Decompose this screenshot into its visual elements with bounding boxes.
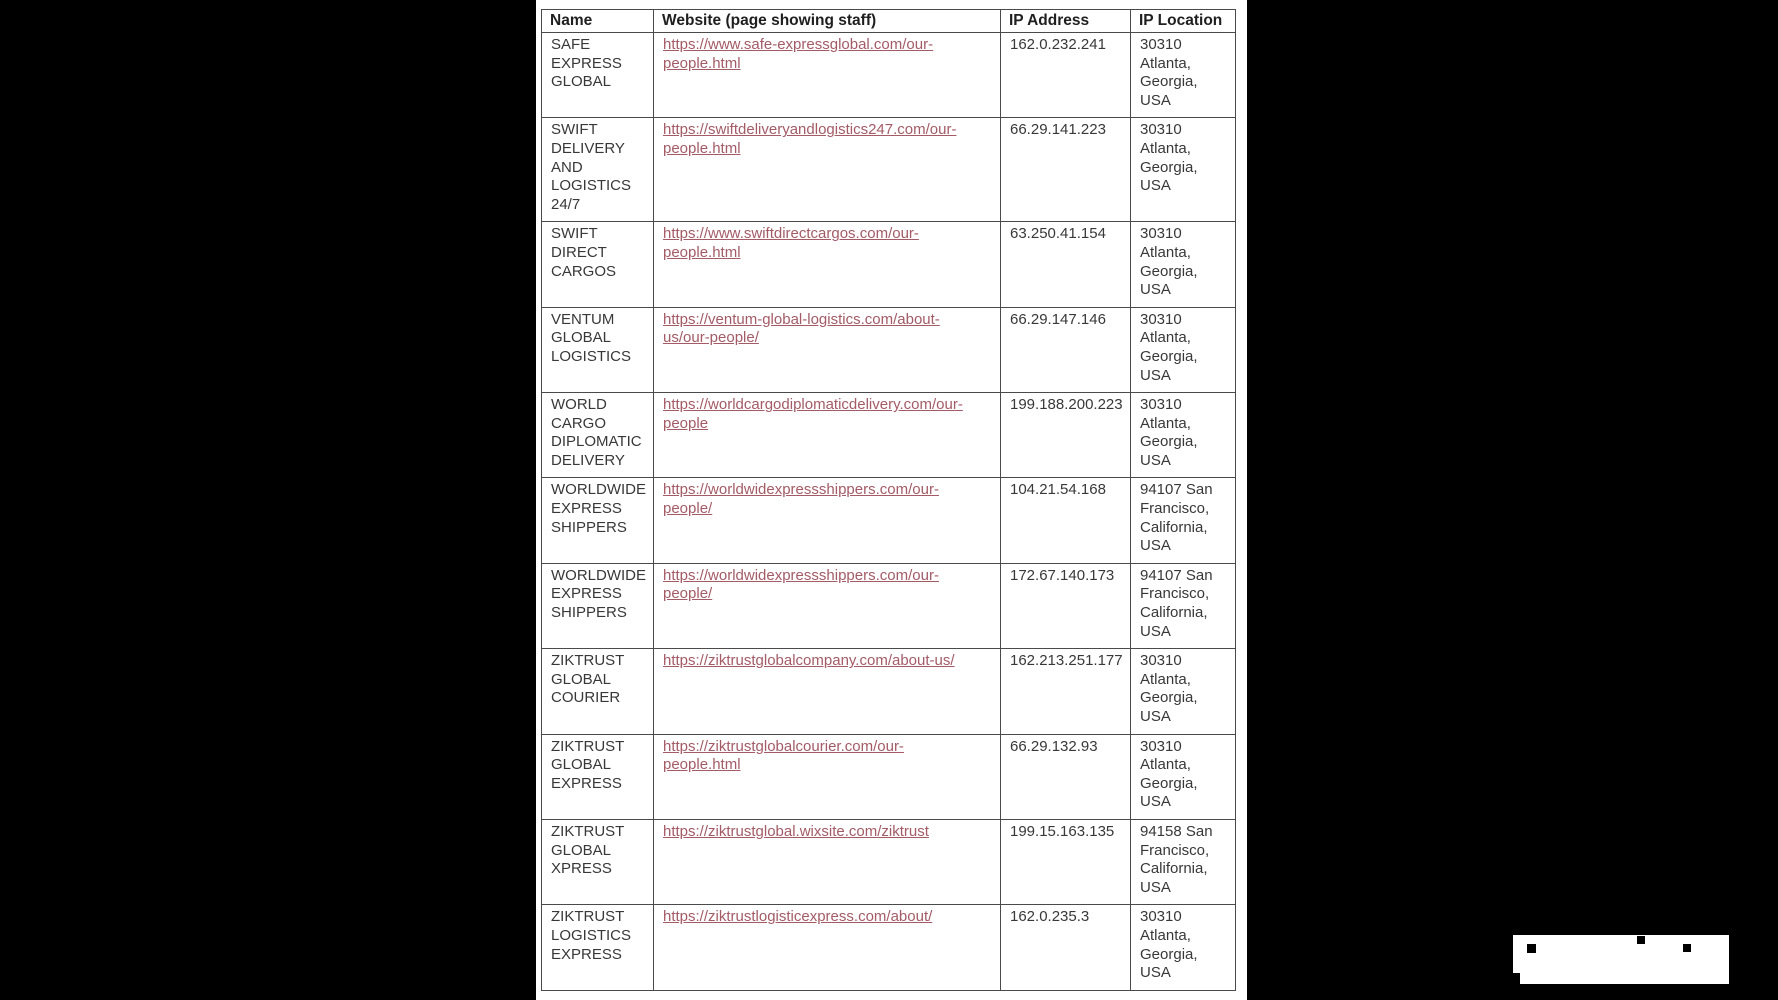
redaction-box xyxy=(1513,935,1729,984)
table-row xyxy=(542,905,1236,990)
text-line: Georgia, xyxy=(1140,347,1198,365)
text-line: https://ziktrustlogisticexpress.com/about/ xyxy=(663,908,933,926)
text-line: USA xyxy=(1140,964,1171,982)
document-page xyxy=(536,0,1247,1000)
text-line: California, xyxy=(1140,604,1208,622)
name-cell: SAFE EXPRESS GLOBAL xyxy=(542,33,654,118)
text-line: people/ xyxy=(663,585,713,603)
text-line: people.html xyxy=(663,54,741,72)
website-cell xyxy=(654,905,1001,990)
website-cell xyxy=(654,649,1001,734)
website-cell xyxy=(654,393,1001,478)
text-line: 30310 xyxy=(1140,396,1182,414)
name-cell: ZIKTRUST LOGISTICS EXPRESS xyxy=(542,905,654,990)
website-link[interactable] xyxy=(663,396,994,433)
table-row xyxy=(542,33,1236,118)
table-row xyxy=(542,734,1236,819)
text-line: Francisco, xyxy=(1140,500,1210,518)
column-header-name: Name xyxy=(542,10,654,33)
text-line: people.html xyxy=(663,756,741,774)
ip-address-cell: 172.67.140.173 xyxy=(1001,563,1131,648)
text-line: Atlanta, xyxy=(1140,414,1191,432)
ip-address-cell: 104.21.54.168 xyxy=(1001,478,1131,563)
text-line: Atlanta, xyxy=(1140,670,1191,688)
table-row xyxy=(542,222,1236,307)
ip-address-cell: 162.0.232.241 xyxy=(1001,33,1131,118)
text-line: USA xyxy=(1140,708,1171,725)
website-link[interactable] xyxy=(663,908,994,927)
text-line: California, xyxy=(1140,518,1208,536)
table-row xyxy=(542,393,1236,478)
ip-location-cell xyxy=(1131,819,1236,904)
text-line: 94158 San xyxy=(1140,822,1213,840)
text-line: https://ziktrustglobalcourier.com/our- xyxy=(663,737,904,755)
name-cell: SWIFT DIRECT CARGOS xyxy=(542,222,654,307)
ip-address-cell: 162.213.251.177 xyxy=(1001,649,1131,734)
name-cell: ZIKTRUST GLOBAL COURIER xyxy=(542,649,654,734)
ip-address-cell: 162.0.235.3 xyxy=(1001,905,1131,990)
column-header-website: Website (page showing staff) xyxy=(654,10,1001,33)
ip-location-cell xyxy=(1131,307,1236,392)
text-line: us/our-people/ xyxy=(663,329,759,347)
ip-address-cell: 66.29.132.93 xyxy=(1001,734,1131,819)
name-cell: WORLD CARGO DIPLOMATIC DELIVERY xyxy=(542,393,654,478)
text-line: USA xyxy=(1140,281,1171,299)
website-link[interactable] xyxy=(663,311,994,348)
text-line: 30310 xyxy=(1140,36,1182,53)
ip-address-cell: 199.15.163.135 xyxy=(1001,819,1131,904)
text-line: https://ventum-global-logistics.com/about- xyxy=(663,310,940,328)
text-line: California, xyxy=(1140,860,1208,878)
text-line: Francisco, xyxy=(1140,585,1210,603)
website-cell xyxy=(654,734,1001,819)
text-line: USA xyxy=(1140,91,1171,109)
table-row xyxy=(542,118,1236,222)
text-line: people.html xyxy=(663,139,741,157)
text-line: Georgia, xyxy=(1140,158,1198,176)
text-line: Francisco, xyxy=(1140,841,1210,859)
table-row xyxy=(542,478,1236,563)
text-line: Atlanta, xyxy=(1140,926,1191,944)
text-line: Georgia, xyxy=(1140,774,1198,792)
website-cell xyxy=(654,478,1001,563)
website-link[interactable] xyxy=(663,567,994,604)
text-line: people/ xyxy=(663,500,713,518)
text-line: https://ziktrustglobal.wixsite.com/ziktrust xyxy=(663,822,929,840)
website-link[interactable] xyxy=(663,652,994,671)
text-line: https://www.safe-expressglobal.com/our- xyxy=(663,36,934,53)
ip-address-cell: 66.29.141.223 xyxy=(1001,118,1131,222)
table-row xyxy=(542,649,1236,734)
text-line: USA xyxy=(1140,366,1171,384)
name-cell: VENTUM GLOBAL LOGISTICS xyxy=(542,307,654,392)
text-line: Georgia, xyxy=(1140,262,1198,280)
redaction-mark xyxy=(1513,973,1520,984)
redaction-mark xyxy=(1683,944,1691,952)
text-line: 30310 xyxy=(1140,737,1182,755)
ip-address-cell: 199.188.200.223 xyxy=(1001,393,1131,478)
text-line: https://worldwidexpressshippers.com/our- xyxy=(663,481,939,499)
text-line: https://worldcargodiplomaticdelivery.com/our- xyxy=(663,396,963,414)
ip-address-cell: 66.29.147.146 xyxy=(1001,307,1131,392)
text-line: USA xyxy=(1140,878,1171,896)
ip-address-cell: 63.250.41.154 xyxy=(1001,222,1131,307)
ip-location-cell xyxy=(1131,33,1236,118)
website-cell xyxy=(654,33,1001,118)
text-line: Atlanta, xyxy=(1140,756,1191,774)
text-line: Atlanta, xyxy=(1140,139,1191,157)
name-cell: WORLDWIDE EXPRESS SHIPPERS xyxy=(542,563,654,648)
website-link[interactable] xyxy=(663,121,994,158)
text-line: 30310 xyxy=(1140,908,1182,926)
table-body xyxy=(542,33,1236,991)
website-link[interactable] xyxy=(663,481,994,518)
website-cell xyxy=(654,819,1001,904)
table-row xyxy=(542,307,1236,392)
text-line: USA xyxy=(1140,793,1171,811)
website-cell xyxy=(654,307,1001,392)
text-line: https://worldwidexpressshippers.com/our- xyxy=(663,566,939,584)
text-line: Georgia, xyxy=(1140,689,1198,707)
ip-location-cell xyxy=(1131,734,1236,819)
text-line: Atlanta, xyxy=(1140,54,1191,72)
text-line: 30310 xyxy=(1140,310,1182,328)
text-line: USA xyxy=(1140,451,1171,469)
website-cell xyxy=(654,563,1001,648)
website-cell xyxy=(654,222,1001,307)
text-line: 30310 xyxy=(1140,121,1182,139)
website-link[interactable] xyxy=(663,225,994,262)
column-header-ip-address: IP Address xyxy=(1001,10,1131,33)
redaction-mark xyxy=(1637,936,1645,944)
ip-location-cell xyxy=(1131,393,1236,478)
text-line: https://ziktrustglobalcompany.com/about-us/ xyxy=(663,652,955,670)
name-cell: WORLDWIDE EXPRESS SHIPPERS xyxy=(542,478,654,563)
text-line: USA xyxy=(1140,537,1171,555)
text-line: 94107 San xyxy=(1140,481,1213,499)
ip-location-cell xyxy=(1131,118,1236,222)
text-line: Georgia, xyxy=(1140,945,1198,963)
text-line: Georgia, xyxy=(1140,73,1198,91)
table-row xyxy=(542,819,1236,904)
table-row xyxy=(542,563,1236,648)
text-line: https://www.swiftdirectcargos.com/our- xyxy=(663,225,919,243)
ip-location-cell xyxy=(1131,222,1236,307)
ip-location-cell xyxy=(1131,905,1236,990)
text-line: https://swiftdeliveryandlogistics247.com/our- xyxy=(663,121,957,139)
text-line: USA xyxy=(1140,177,1171,195)
text-line: USA xyxy=(1140,622,1171,640)
text-line: 30310 xyxy=(1140,225,1182,243)
website-cell xyxy=(654,118,1001,222)
redaction-mark xyxy=(1527,944,1536,953)
text-line: people.html xyxy=(663,243,741,261)
website-link[interactable] xyxy=(663,823,994,842)
column-header-ip-location: IP Location xyxy=(1131,10,1236,33)
ip-location-cell xyxy=(1131,649,1236,734)
table-header-row xyxy=(542,10,1236,33)
text-line: 94107 San xyxy=(1140,566,1213,584)
name-cell: ZIKTRUST GLOBAL XPRESS xyxy=(542,819,654,904)
text-line: 30310 xyxy=(1140,652,1182,670)
staff-websites-table xyxy=(541,9,1236,991)
ip-location-cell xyxy=(1131,563,1236,648)
name-cell: ZIKTRUST GLOBAL EXPRESS xyxy=(542,734,654,819)
ip-location-cell xyxy=(1131,478,1236,563)
text-line: Atlanta, xyxy=(1140,329,1191,347)
name-cell: SWIFT DELIVERY AND LOGISTICS 24/7 xyxy=(542,118,654,222)
text-line: Atlanta, xyxy=(1140,243,1191,261)
text-line: people xyxy=(663,414,709,432)
website-link[interactable] xyxy=(663,36,994,73)
website-link[interactable] xyxy=(663,738,994,775)
text-line: Georgia, xyxy=(1140,433,1198,451)
